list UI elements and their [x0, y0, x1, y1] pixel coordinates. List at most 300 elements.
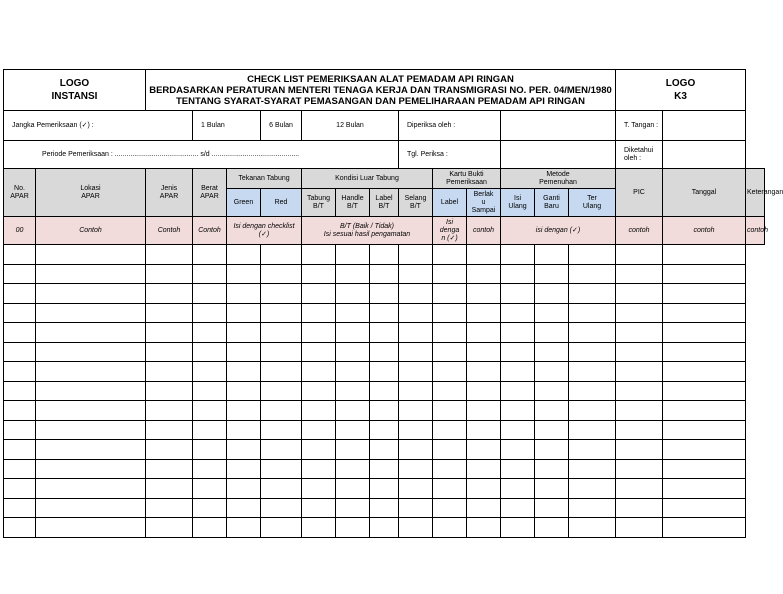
table-cell[interactable]: [4, 342, 36, 362]
table-cell[interactable]: [146, 381, 193, 401]
table-cell[interactable]: [501, 245, 535, 265]
table-cell[interactable]: [4, 245, 36, 265]
table-cell[interactable]: [433, 401, 467, 421]
table-cell[interactable]: [399, 401, 433, 421]
table-cell[interactable]: [4, 459, 36, 479]
col-lokasi-apar: Lokasi APAR: [36, 169, 146, 217]
example-berlaku: contoh: [467, 217, 501, 245]
table-cell[interactable]: [227, 479, 261, 499]
table-cell[interactable]: [433, 342, 467, 362]
table-cell[interactable]: [336, 362, 370, 382]
checklist-table: [3, 69, 783, 538]
table-cell[interactable]: [663, 323, 746, 343]
table-cell[interactable]: [501, 440, 535, 460]
table-cell[interactable]: [535, 440, 569, 460]
table-cell[interactable]: [616, 245, 663, 265]
table-cell[interactable]: [4, 420, 36, 440]
table-cell[interactable]: [399, 518, 433, 538]
table-cell[interactable]: [501, 420, 535, 440]
table-cell[interactable]: [501, 362, 535, 382]
col-label-bt: Label B/T: [370, 189, 399, 217]
table-cell[interactable]: [616, 459, 663, 479]
table-cell[interactable]: [467, 401, 501, 421]
table-cell[interactable]: [370, 245, 399, 265]
table-cell[interactable]: [146, 303, 193, 323]
checklist-sheet: [3, 69, 783, 538]
col-metode-pemenuhan: Metode Pemenuhan: [501, 169, 616, 189]
table-cell[interactable]: [569, 362, 616, 382]
table-cell[interactable]: [36, 479, 146, 499]
table-row: [4, 264, 765, 284]
table-cell[interactable]: [4, 323, 36, 343]
table-cell[interactable]: [535, 401, 569, 421]
table-cell[interactable]: [193, 401, 227, 421]
table-cell[interactable]: [663, 420, 746, 440]
table-cell[interactable]: [261, 381, 302, 401]
table-cell[interactable]: [193, 362, 227, 382]
table-cell[interactable]: [261, 459, 302, 479]
table-cell[interactable]: [261, 518, 302, 538]
table-cell[interactable]: [336, 264, 370, 284]
table-cell[interactable]: [261, 342, 302, 362]
table-cell[interactable]: [302, 459, 336, 479]
table-cell[interactable]: [433, 264, 467, 284]
table-cell[interactable]: [467, 245, 501, 265]
table-cell[interactable]: [501, 479, 535, 499]
col-isi-ulang: Isi Ulang: [501, 189, 535, 217]
table-cell[interactable]: [302, 362, 336, 382]
table-cell[interactable]: [467, 440, 501, 460]
table-cell[interactable]: [535, 420, 569, 440]
table-cell[interactable]: [399, 498, 433, 518]
table-cell[interactable]: [146, 440, 193, 460]
table-cell[interactable]: [227, 362, 261, 382]
table-cell[interactable]: [433, 284, 467, 304]
table-cell[interactable]: [261, 420, 302, 440]
table-cell[interactable]: [467, 323, 501, 343]
table-cell[interactable]: [261, 303, 302, 323]
col-label: Label: [433, 189, 467, 217]
table-cell[interactable]: [663, 245, 746, 265]
table-cell[interactable]: [467, 264, 501, 284]
table-cell[interactable]: [433, 245, 467, 265]
table-cell[interactable]: [336, 245, 370, 265]
table-cell[interactable]: [501, 498, 535, 518]
table-cell[interactable]: [535, 362, 569, 382]
table-cell[interactable]: [4, 440, 36, 460]
table-cell[interactable]: [467, 498, 501, 518]
table-cell[interactable]: [663, 284, 746, 304]
table-cell[interactable]: [399, 362, 433, 382]
table-cell[interactable]: [501, 303, 535, 323]
table-cell[interactable]: [370, 362, 399, 382]
table-cell[interactable]: [36, 518, 146, 538]
table-cell[interactable]: [399, 479, 433, 499]
table-cell[interactable]: [4, 362, 36, 382]
table-cell[interactable]: [193, 264, 227, 284]
table-cell[interactable]: [336, 303, 370, 323]
table-cell[interactable]: [261, 498, 302, 518]
table-cell[interactable]: [569, 420, 616, 440]
table-cell[interactable]: [302, 303, 336, 323]
table-cell[interactable]: [302, 245, 336, 265]
col-tekanan-tabung: Tekanan Tabung: [227, 169, 302, 189]
diketahui-field[interactable]: [663, 141, 746, 169]
table-cell[interactable]: [227, 303, 261, 323]
table-cell[interactable]: [261, 264, 302, 284]
table-cell[interactable]: [261, 362, 302, 382]
table-cell[interactable]: [433, 518, 467, 538]
table-cell[interactable]: [467, 518, 501, 538]
table-cell[interactable]: [336, 420, 370, 440]
table-cell[interactable]: [569, 342, 616, 362]
jangka-row: [4, 111, 765, 141]
table-cell[interactable]: [467, 362, 501, 382]
example-metode: isi dengan (✓): [501, 217, 616, 245]
table-row: [4, 420, 765, 440]
table-cell[interactable]: [193, 498, 227, 518]
table-cell[interactable]: [336, 518, 370, 538]
table-cell[interactable]: [4, 284, 36, 304]
table-cell[interactable]: [193, 245, 227, 265]
table-cell[interactable]: [146, 420, 193, 440]
diperiksa-label: Diperiksa oleh :: [399, 111, 501, 141]
table-cell[interactable]: [663, 498, 746, 518]
table-cell[interactable]: [36, 284, 146, 304]
table-cell[interactable]: [616, 264, 663, 284]
table-cell[interactable]: [370, 303, 399, 323]
title-row: [4, 70, 765, 111]
table-cell[interactable]: [227, 323, 261, 343]
table-cell[interactable]: [467, 459, 501, 479]
table-cell[interactable]: [501, 342, 535, 362]
table-cell[interactable]: [501, 401, 535, 421]
table-cell[interactable]: [302, 440, 336, 460]
table-row: [4, 362, 765, 382]
table-cell[interactable]: [569, 323, 616, 343]
table-cell[interactable]: [36, 498, 146, 518]
example-tekanan: Isi dengan checklist (✓): [227, 217, 302, 245]
table-cell[interactable]: [370, 420, 399, 440]
table-cell[interactable]: [399, 284, 433, 304]
table-cell[interactable]: [261, 479, 302, 499]
option-1-bulan[interactable]: 1 Bulan: [193, 111, 261, 141]
table-cell[interactable]: [370, 381, 399, 401]
table-cell[interactable]: [569, 440, 616, 460]
table-cell[interactable]: [569, 401, 616, 421]
table-cell[interactable]: [535, 303, 569, 323]
table-cell[interactable]: [227, 284, 261, 304]
table-cell[interactable]: [616, 420, 663, 440]
table-cell[interactable]: [193, 518, 227, 538]
table-cell[interactable]: [146, 264, 193, 284]
table-cell[interactable]: [146, 498, 193, 518]
table-cell[interactable]: [535, 284, 569, 304]
table-row: [4, 459, 765, 479]
table-cell[interactable]: [36, 440, 146, 460]
table-cell[interactable]: [336, 479, 370, 499]
table-cell[interactable]: [302, 498, 336, 518]
table-cell[interactable]: [227, 498, 261, 518]
table-cell[interactable]: [336, 342, 370, 362]
table-cell[interactable]: [36, 323, 146, 343]
col-kartu-bukti: Kartu Bukti Pemeriksaan: [433, 169, 501, 189]
table-cell[interactable]: [336, 440, 370, 460]
table-cell[interactable]: [302, 264, 336, 284]
document-title: CHECK LIST PEMERIKSAAN ALAT PEMADAM API RINGAN BERDASARKAN PERATURAN MENTERI TENAGA KERJA DAN TRANSMIGRASI NO. PER. 04/MEN/1980 TENTANG SYARAT-SYARAT PEMASANGAN DAN PEMELIHARAAN PEMADAM API RINGAN: [146, 70, 616, 111]
table-cell[interactable]: [4, 498, 36, 518]
table-cell[interactable]: [663, 303, 746, 323]
table-cell[interactable]: [535, 518, 569, 538]
table-cell[interactable]: [501, 381, 535, 401]
table-cell[interactable]: [146, 459, 193, 479]
table-cell[interactable]: [569, 459, 616, 479]
table-cell[interactable]: [193, 284, 227, 304]
table-cell[interactable]: [616, 440, 663, 460]
table-cell[interactable]: [433, 362, 467, 382]
col-red: Red: [261, 189, 302, 217]
table-cell[interactable]: [370, 264, 399, 284]
table-cell[interactable]: [535, 479, 569, 499]
table-cell[interactable]: [302, 284, 336, 304]
table-cell[interactable]: [663, 362, 746, 382]
table-cell[interactable]: [467, 342, 501, 362]
table-cell[interactable]: [261, 245, 302, 265]
table-cell[interactable]: [399, 264, 433, 284]
table-cell[interactable]: [569, 284, 616, 304]
table-cell[interactable]: [663, 479, 746, 499]
table-cell[interactable]: [370, 459, 399, 479]
table-cell[interactable]: [36, 245, 146, 265]
table-cell[interactable]: [663, 440, 746, 460]
table-cell[interactable]: [193, 459, 227, 479]
ttangan-label: T. Tangan :: [616, 111, 663, 141]
table-cell[interactable]: [569, 245, 616, 265]
table-cell[interactable]: [467, 303, 501, 323]
col-berat-apar: Berat APAR: [193, 169, 227, 217]
table-cell[interactable]: [616, 479, 663, 499]
blank-rows: [4, 245, 765, 538]
table-cell[interactable]: [146, 362, 193, 382]
table-cell[interactable]: [501, 264, 535, 284]
table-cell[interactable]: [261, 401, 302, 421]
table-row: [4, 284, 765, 304]
table-cell[interactable]: [146, 323, 193, 343]
col-kondisi-luar: Kondisi Luar Tabung: [302, 169, 433, 189]
option-12-bulan[interactable]: 12 Bulan: [302, 111, 399, 141]
table-row: [4, 498, 765, 518]
table-cell[interactable]: [467, 479, 501, 499]
table-cell[interactable]: [370, 342, 399, 362]
table-cell[interactable]: [36, 420, 146, 440]
table-cell[interactable]: [663, 342, 746, 362]
tgl-periksa-field[interactable]: [501, 141, 616, 169]
table-cell[interactable]: [227, 459, 261, 479]
table-cell[interactable]: [616, 342, 663, 362]
table-cell[interactable]: [535, 245, 569, 265]
table-cell[interactable]: [370, 323, 399, 343]
table-cell[interactable]: [370, 401, 399, 421]
table-cell[interactable]: [663, 381, 746, 401]
table-cell[interactable]: [399, 381, 433, 401]
table-cell[interactable]: [193, 479, 227, 499]
table-cell[interactable]: [616, 323, 663, 343]
periode-label: Periode Pemeriksaan : ........................................... s/d .............................................: [4, 141, 399, 169]
table-cell[interactable]: [146, 479, 193, 499]
table-cell[interactable]: [146, 342, 193, 362]
table-cell[interactable]: [569, 518, 616, 538]
table-cell[interactable]: [302, 479, 336, 499]
table-cell[interactable]: [261, 323, 302, 343]
table-cell[interactable]: [4, 264, 36, 284]
table-cell[interactable]: [261, 284, 302, 304]
table-cell[interactable]: [399, 420, 433, 440]
table-cell[interactable]: [227, 518, 261, 538]
table-cell[interactable]: [302, 381, 336, 401]
col-tabung: Tabung B/T: [302, 189, 336, 217]
table-cell[interactable]: [36, 362, 146, 382]
table-cell[interactable]: [467, 381, 501, 401]
table-cell[interactable]: [399, 440, 433, 460]
table-cell[interactable]: [370, 440, 399, 460]
table-cell[interactable]: [36, 264, 146, 284]
table-cell[interactable]: [370, 479, 399, 499]
table-cell[interactable]: [616, 518, 663, 538]
table-cell[interactable]: [193, 342, 227, 362]
table-cell[interactable]: [36, 401, 146, 421]
ttangan-field[interactable]: [663, 111, 746, 141]
table-cell[interactable]: [663, 459, 746, 479]
table-cell[interactable]: [616, 498, 663, 518]
jangka-label: Jangka Pemeriksaan (✓) :: [4, 111, 193, 141]
table-cell[interactable]: [535, 459, 569, 479]
diperiksa-field[interactable]: [501, 111, 616, 141]
table-cell[interactable]: [501, 518, 535, 538]
table-cell[interactable]: [36, 303, 146, 323]
table-cell[interactable]: [4, 479, 36, 499]
table-cell[interactable]: [569, 498, 616, 518]
table-cell[interactable]: [501, 284, 535, 304]
table-cell[interactable]: [663, 264, 746, 284]
table-cell[interactable]: [336, 401, 370, 421]
table-cell[interactable]: [146, 245, 193, 265]
table-cell[interactable]: [302, 518, 336, 538]
table-cell[interactable]: [399, 459, 433, 479]
table-cell[interactable]: [433, 459, 467, 479]
table-cell[interactable]: [336, 284, 370, 304]
table-cell[interactable]: [261, 440, 302, 460]
table-cell[interactable]: [399, 245, 433, 265]
table-cell[interactable]: [302, 342, 336, 362]
table-cell[interactable]: [36, 459, 146, 479]
table-cell[interactable]: [4, 518, 36, 538]
table-cell[interactable]: [433, 381, 467, 401]
table-cell[interactable]: [227, 401, 261, 421]
table-cell[interactable]: [146, 401, 193, 421]
table-cell[interactable]: [193, 303, 227, 323]
table-cell[interactable]: [227, 264, 261, 284]
example-label: Isi denga n (✓): [433, 217, 467, 245]
table-cell[interactable]: [535, 264, 569, 284]
table-cell[interactable]: [227, 245, 261, 265]
example-pic: contoh: [616, 217, 663, 245]
table-cell[interactable]: [433, 323, 467, 343]
table-cell[interactable]: [399, 323, 433, 343]
table-cell[interactable]: [399, 303, 433, 323]
table-cell[interactable]: [616, 284, 663, 304]
table-cell[interactable]: [501, 323, 535, 343]
table-cell[interactable]: [227, 381, 261, 401]
col-no-apar: No. APAR: [4, 169, 36, 217]
col-jenis-apar: Jenis APAR: [146, 169, 193, 217]
table-cell[interactable]: [535, 323, 569, 343]
table-cell[interactable]: [616, 362, 663, 382]
table-cell[interactable]: [336, 323, 370, 343]
table-cell[interactable]: [616, 303, 663, 323]
example-keterangan: contoh: [746, 217, 765, 245]
table-row: [4, 381, 765, 401]
table-cell[interactable]: [663, 518, 746, 538]
table-cell[interactable]: [399, 342, 433, 362]
table-cell[interactable]: [535, 498, 569, 518]
table-cell[interactable]: [433, 440, 467, 460]
table-cell[interactable]: [336, 381, 370, 401]
table-cell[interactable]: [433, 420, 467, 440]
table-cell[interactable]: [146, 518, 193, 538]
table-cell[interactable]: [616, 401, 663, 421]
table-cell[interactable]: [4, 381, 36, 401]
table-cell[interactable]: [569, 264, 616, 284]
table-cell[interactable]: [433, 498, 467, 518]
table-cell[interactable]: [336, 459, 370, 479]
table-cell[interactable]: [569, 381, 616, 401]
table-cell[interactable]: [501, 459, 535, 479]
table-cell[interactable]: [370, 518, 399, 538]
table-cell[interactable]: [227, 420, 261, 440]
table-cell[interactable]: [569, 303, 616, 323]
table-cell[interactable]: [370, 498, 399, 518]
table-cell[interactable]: [193, 440, 227, 460]
table-cell[interactable]: [433, 479, 467, 499]
table-cell[interactable]: [467, 420, 501, 440]
table-cell[interactable]: [4, 303, 36, 323]
example-kondisi: B/T (Baik / Tidak) Isi sesuai hasil pengamatan: [302, 217, 433, 245]
table-cell[interactable]: [569, 479, 616, 499]
table-cell[interactable]: [36, 381, 146, 401]
table-cell[interactable]: [616, 381, 663, 401]
option-6-bulan[interactable]: 6 Bulan: [261, 111, 302, 141]
table-cell[interactable]: [146, 284, 193, 304]
table-cell[interactable]: [302, 401, 336, 421]
table-cell[interactable]: [193, 323, 227, 343]
table-cell[interactable]: [535, 342, 569, 362]
table-cell[interactable]: [663, 401, 746, 421]
table-cell[interactable]: [36, 342, 146, 362]
table-cell[interactable]: [227, 440, 261, 460]
table-cell[interactable]: [535, 381, 569, 401]
table-cell[interactable]: [4, 401, 36, 421]
table-cell[interactable]: [336, 498, 370, 518]
table-cell[interactable]: [302, 323, 336, 343]
table-cell[interactable]: [370, 284, 399, 304]
table-cell[interactable]: [467, 284, 501, 304]
table-cell[interactable]: [302, 420, 336, 440]
table-cell[interactable]: [193, 381, 227, 401]
table-cell[interactable]: [227, 342, 261, 362]
example-berat: Contoh: [193, 217, 227, 245]
table-cell[interactable]: [433, 303, 467, 323]
table-cell[interactable]: [193, 420, 227, 440]
